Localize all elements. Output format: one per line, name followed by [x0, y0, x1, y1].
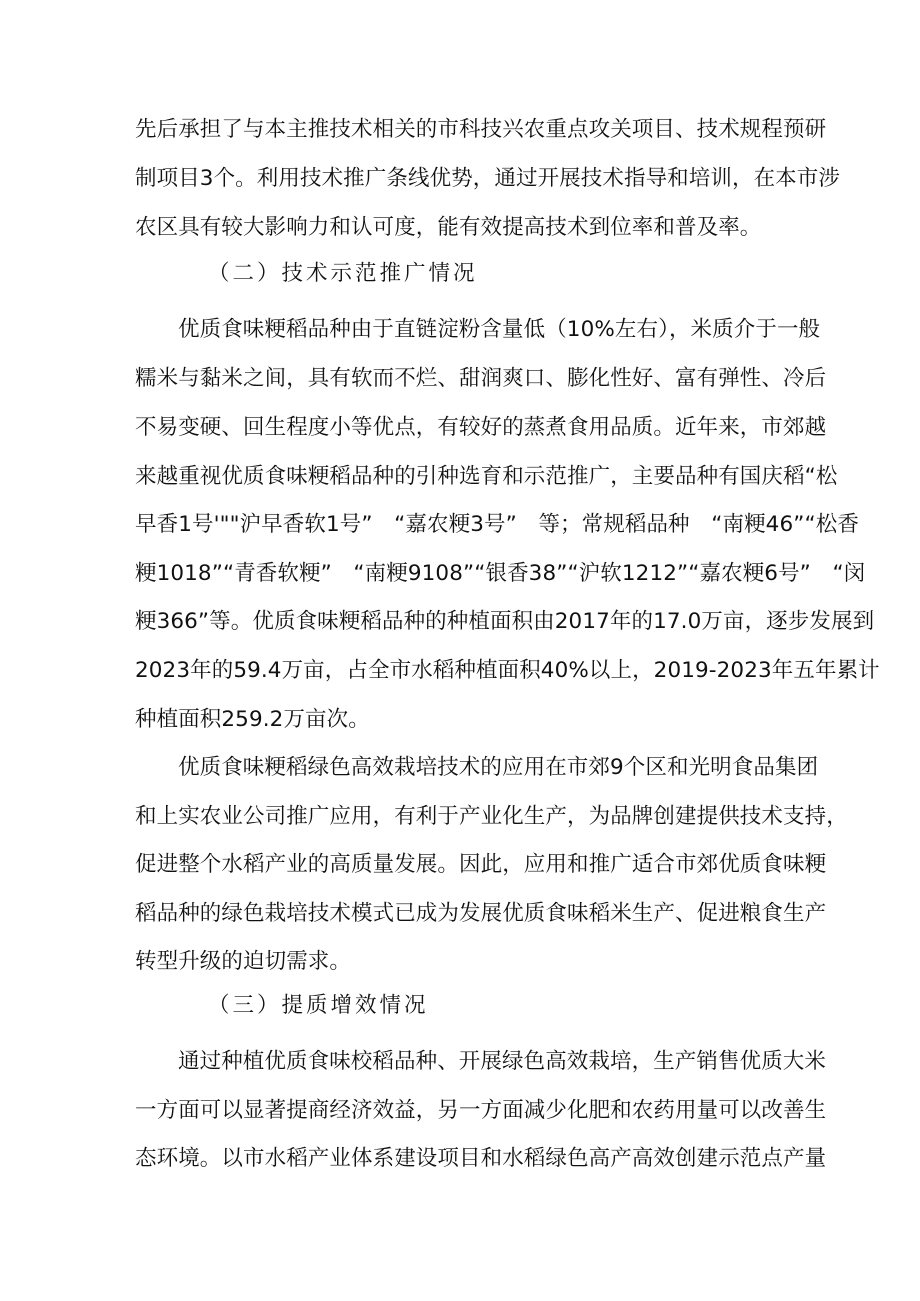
paragraph-3-line-1: 优质食味粳稻绿色高效栽培技术的应用在市郊9个区和光明食品集团	[178, 755, 819, 780]
paragraph-4-line-1: 通过种植优质食味校稻品种、开展绿色高效栽培，生产销售优质大米	[178, 1049, 827, 1074]
paragraph-2-line-8: 2023年的59.4万亩，占全市水稻种植面积40%以上，2019-2023年五年累计	[135, 658, 880, 683]
section-heading-3: （三）提质增效情况	[208, 993, 429, 1018]
paragraph-3-line-5: 转型升级的迫切需求。	[135, 949, 352, 974]
paragraph-2-line-1: 优质食味粳稻品种由于直链淀粉含量低（10%左右），米质介于一般	[178, 317, 821, 342]
paragraph-3-line-4: 稻品种的绿色栽培技术模式已成为发展优质食味稻米生产、促进粮食生产	[135, 901, 827, 926]
paragraph-2-line-2: 糯米与黏米之间，具有软而不烂、甜润爽口、膨化性好、富有弹性、冷后	[135, 366, 827, 391]
paragraph-2-line-6: 粳1018”“青香软粳” “南粳9108”“银香38”“沪软1212”“嘉农粳6号” “闵	[135, 561, 866, 586]
section-heading-2: （二）技术示范推广情况	[208, 261, 478, 286]
paragraph-1-line-1: 先后承担了与本主推技术相关的市科技兴农重点攻关项目、技术规程预研	[135, 117, 827, 142]
paragraph-2-line-5: 早香1号'""沪早香软1号” “嘉农粳3号” 等；常规稻品种 “南粳46”“松香	[135, 512, 859, 537]
paragraph-3-line-2: 和上实农业公司推广应用，有利于产业化生产，为品牌创建提供技术支持，	[135, 804, 848, 829]
paragraph-4-line-3: 态环境。以市水稻产业体系建设项目和水稻绿色高产高效创建示范点产量	[135, 1146, 827, 1171]
paragraph-1-line-2: 制项目3个。利用技术推广条线优势，通过开展技术指导和培训，在本市涉	[135, 166, 840, 191]
paragraph-1-line-3: 农区具有较大影响力和认可度，能有效提高技术到位率和普及率。	[135, 215, 762, 240]
paragraph-3-line-3: 促进整个水稻产业的高质量发展。因此，应用和推广适合市郊优质食味粳	[135, 852, 827, 877]
paragraph-2-line-4: 来越重视优质食味粳稻品种的引种选育和示范推广，主要品种有国庆稻“松	[135, 464, 838, 489]
paragraph-2-line-9: 种植面积259.2万亩次。	[135, 707, 370, 732]
paragraph-4-line-2: 一方面可以显著提商经济效益，另一方面减少化肥和农药用量可以改善生	[135, 1098, 827, 1123]
paragraph-2-line-3: 不易变硬、回生程度小等优点，有较好的蒸煮食用品质。近年来，市郊越	[135, 415, 827, 440]
paragraph-2-line-7: 粳366”等。优质食味粳稻品种的种植面积由2017年的17.0万亩，逐步发展到	[135, 609, 875, 634]
